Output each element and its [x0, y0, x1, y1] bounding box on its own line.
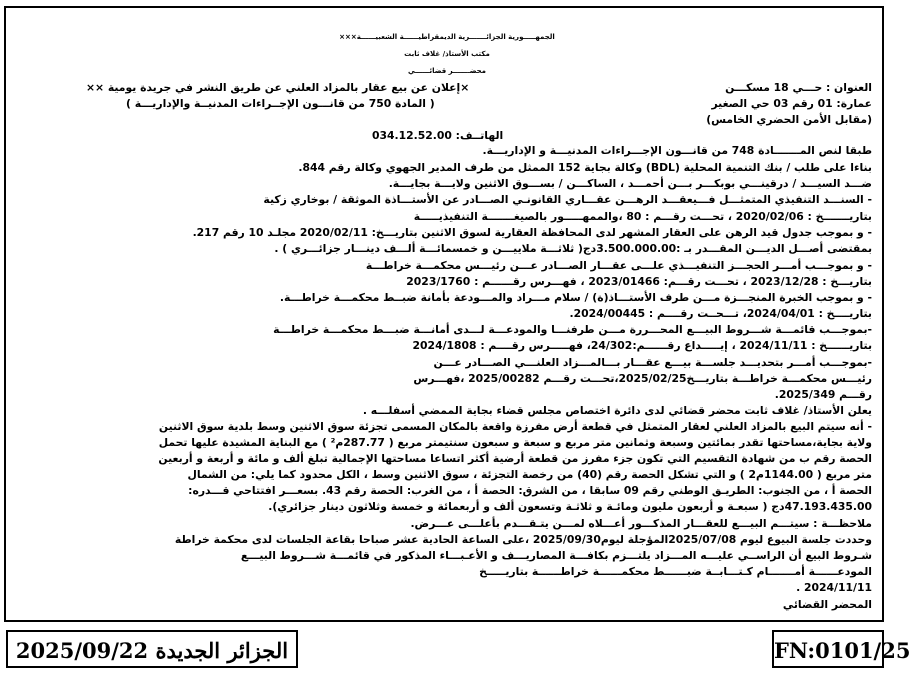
body-line: 2024/11/11 . [796, 581, 872, 594]
republic-heading: الجمهـــــورية الجزائـــــــرية الديمقراطيــــــة الشعبيــــــة××× [339, 33, 555, 41]
body-line: شـروط البيع أن الراســي عليـــه المـــزاد يلتـــزم بكافـــة المصاريـــف و الأعـبـــاء المذكور في قائمـــة شـــروط البيـــع [240, 549, 872, 562]
address-line-2: عمارة: 01 رقم 03 حي الصغير [711, 97, 872, 110]
file-number: FN:0101/25 [774, 638, 910, 663]
body-line: متر مربع ( 1144.00م2 ) و التي تشكل الحصة رقم (40) من رخصة التجزئة ، سوق الاثنين وسط ، الكل محدود كما يلي: من الشمال [187, 468, 872, 481]
body-line: - و بموجب جدول قيد الرهن على العقار المشهر لدى المحافظة العقارية لسوق الاثنين بتاريـــخ: 2020/02/11 مجلـد 10 رقم 217. [192, 226, 872, 239]
body-line: رقـــم 2025/349. [774, 388, 872, 401]
newspaper-name-date: الجزائر الجديدة 2025/09/22 [15, 638, 289, 663]
body-line: بمقتضى أصـــل الديـــن المقـــدر بـ :3.500.000.00دج( ثلاثـــة ملاييـــن و خمسمائـــة ألـــف دينـــار جزائـــري ) . [274, 242, 872, 255]
body-line: - السنـــد التنفيذي المتمثـــل فـــيعقـــد الرهـــن عقـــاري القانونـي الصـــادر عن الأستـــاذة الموثقة / بوخاري زكية [263, 193, 872, 206]
phone-number: الهاتــف: 034.12.52.00 [372, 129, 504, 142]
body-line: ضـــد السيـــد / درقينـــي بوبكـــر بـــن أحمـــد ، الساكـــن / بســـوق الاثنين ولايـــة بجايـــة. [388, 177, 872, 190]
body-line: بتاريــــخ : 2024/04/01، تـــحــت رقــــم : 2024/00445. [569, 307, 872, 320]
office-name: مكتب الأستاذ/ غلاف ثابت [404, 50, 490, 58]
office-title: محضـــــــر قضائــــــي [408, 67, 486, 75]
body-line: - أنه سيتم البيع بالمزاد العلني لعقار المتمثل في قطعة أرض مفرزة واقعة بالمكان المسمى تجزئة سوق الاثنين وسط بلدية سوق الاثنين [158, 420, 872, 433]
file-number-box [772, 630, 910, 668]
body-line: بتاريـــخ : 2023/12/28 ، تحـــت رقـــم: 2023/01466 ، فهـــرس رقــــــم : 2023/1760 [406, 275, 872, 288]
body-line: ملاحظـــة : سيتـــم البيـــع للعقـــار المذكـــور أعـــلاه لمـــن يتـقـــدم بأعلـــى عـــرض. [410, 517, 872, 530]
body-line: المودعــــــة أمـــــــام كـتـــابــة ضبــــــط محكمــــــة خراطــــــة بتاريـــــخ [479, 565, 872, 578]
body-line: الحصة أ ، من الجنوب: الطريـق الوطني رقم 09 سابقا ، من الشرق: الحصة أ ، من الغرب: الحصة رقم 43. بسعـــر افتتاحي قـــدره: [188, 484, 872, 497]
notice-title: ×إعلان عن بيع عقار بالمزاد العلني عن طريق النشر في جريدة يومية ×× [86, 81, 470, 94]
body-line: وحددت جلسة البيوع ليوم 2025/07/08المؤجلة ليوم2025/09/30 ،على الساعة الحادية عشر صباحا بقاعة الجلسات لدى محكمة خراطة [174, 533, 872, 546]
body-line: -بموجـــب قائمـــة شـــروط البيـــع المحـــررة مـــن طرفنـــا والمودعـــة لـــدى أمانـــة ضبـــط محكمـــة خراطـــة [273, 323, 872, 336]
body-line: ولاية بجاية،مساحتها تقدر بمائتين وسبعة وثمانين متر مربع و سبعة و سبعون سنتيمتر مربع ( 287.77م² ) مع البناية المشيدة عليها تحمل [158, 436, 872, 449]
address-line-3: (مقابل الأمن الحضري الخامس) [706, 113, 872, 126]
body-line: - و بموجـــب أمـــر الحجـــز التنفيـــذي علـــى عقـــار الصـــادر عـــن رئيـــس محكمـــة خراطـــة [365, 259, 872, 272]
body-line: يعلن الأستاذ/ غلاف ثابت محضر قضائي لدى دائرة اختصاص مجلس قضاء بجاية الممضي أسفلـــه . [362, 404, 872, 417]
newspaper-box [6, 630, 298, 668]
notice-article: ( المادة 750 من قانـــون الإجــراءات المدنيــة والإداريـــة ) [126, 97, 435, 110]
body-line: المحضر القضائي [782, 598, 872, 611]
body-line: بناءا على طلب / بنك التنمية المحلية (BDL) وكالة بجاية 152 الممثل من طرف المدير الجهوي وكالة رقم 844. [298, 161, 872, 174]
address-line-1: العنوان : حـــي 18 مسكـــن [725, 81, 872, 94]
body-line: رئيـــس محكمـــة خراطـــة بتاريـــخ2025/02/25،تحـــت رقـــم 2025/00282 ،فهـــرس [413, 372, 872, 385]
body-line: 47.193.435.00دج ( سبعـة و أربعون مليون ومائـة و ثلاثـة وتسعون ألف و أربعمائة و خمسة وثلاثون دينار جزائري). [268, 500, 872, 513]
body-line: طبقا لنص المـــــــادة 748 من قانـــون الإجـــراءات المدنيـــة و الإداريـــة. [482, 144, 872, 157]
body-line: -بموجـــب أمـــر بتحديـــد جلســـة بيـــع عقـــار بـــالمـــزاد العلنـــي الصـــادر عـــن [433, 356, 872, 369]
body-line: الحصة رقم ب من شهادة التقسيم التي تكون جزء مفرز من قطعة أرضية أكثر اتساعا مساحتها الإجمالية تبلغ ألف و مائة و أربعة و أربعين [158, 452, 872, 465]
body-line: بتاريــــــخ : 2024/11/11 ، إيـــــداع رقــــــم:24/302، فهـــــرس رقــــم : 2024/1808 [412, 339, 872, 352]
body-line: - و بموجب الخبرة المنجـــزة مـــن طرف الأستـــاذ(ة) / سلام مـــراد والمـــودعة بأمانة ضبــط محكمـــة خراطـــة. [279, 291, 872, 304]
body-line: بتاريـــــــخ : 2020/02/06 ، تحـــت رقـــم : 80 ،والممهـــــور بالصيغـــــــة التنفيذيـــــة [413, 210, 872, 223]
